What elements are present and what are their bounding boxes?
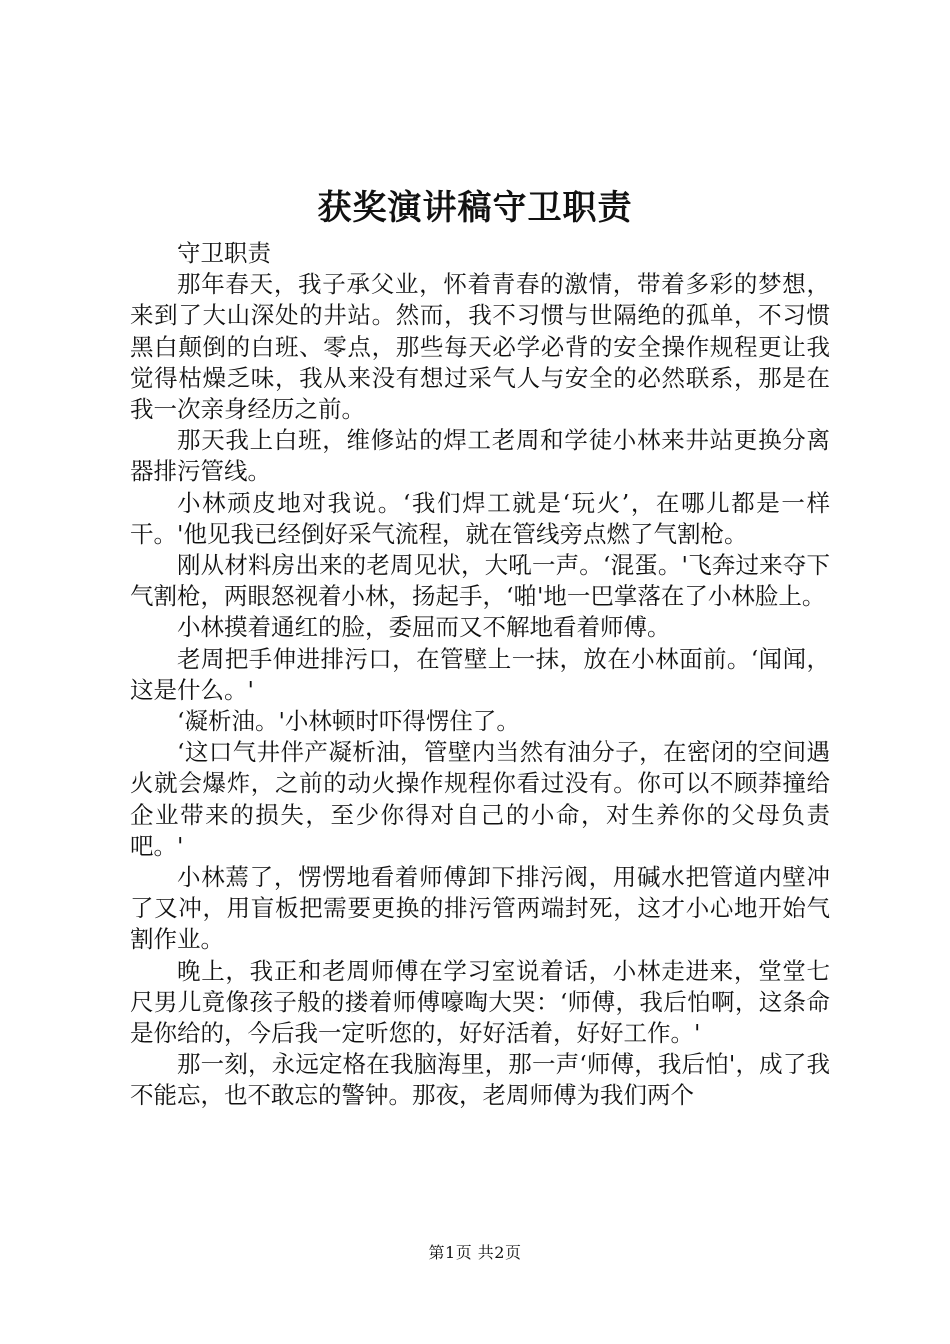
paragraph: 小林顽皮地对我说。‘我们焊工就是‘玩火’，在哪儿都是一样干。'他见我已经倒好采气流程，就在管线旁点燃了气割枪。 (130, 488, 830, 548)
paragraph: 刚从材料房出来的老周见状，大吼一声。‘混蛋。'飞奔过来夺下气割枪，两眼怒视着小林，扬起手，‘啪'地一巴掌落在了小林脸上。 (130, 551, 830, 611)
document-title: 获奖演讲稿守卫职责 (317, 188, 633, 228)
paragraph: 那年春天，我子承父业，怀着青春的激情，带着多彩的梦想，来到了大山深处的井站。然而，我不习惯与世隔绝的孤单，不习惯黑白颠倒的白班、零点，那些每天必学必背的安全操作规程更让我觉得枯燥乏味，我从来没有想过采气人与安全的必然联系，那是在我一次亲身经历之前。 (130, 270, 830, 424)
document-body (130, 238, 830, 1112)
paragraph: 老周把手伸进排污口，在管壁上一抹，放在小林面前。‘闻闻，这是什么。' (130, 644, 830, 704)
paragraph-subtitle: 守卫职责 (177, 239, 271, 267)
paragraph: 那一刻，永远定格在我脑海里，那一声‘师傅，我后怕'，成了我不能忘，也不敢忘的警钟。那夜，老周师傅为我们两个 (130, 1050, 830, 1110)
paragraph: 晚上，我正和老周师傅在学习室说着话，小林走进来，堂堂七尺男儿竟像孩子般的搂着师傅嚎啕大哭：‘师傅，我后怕啊，这条命是你给的，今后我一定听您的，好好活着，好好工作。' (130, 956, 830, 1048)
paragraph: ‘凝析油。'小林顿时吓得愣住了。 (177, 707, 520, 736)
page-number-footer: 第1页 共2页 (428, 1243, 522, 1262)
paragraph: 小林摸着通红的脸，委屈而又不解地看着师傅。 (177, 613, 671, 642)
paragraph: 那天我上白班，维修站的焊工老周和学徒小林来井站更换分离器排污管线。 (130, 426, 830, 486)
paragraph: 小林蔫了，愣愣地看着师傅卸下排污阀，用碱水把管道内壁冲了又冲，用盲板把需要更换的排污管两端封死，这才小心地开始气割作业。 (130, 863, 830, 954)
paragraph: ‘这口气井伴产凝析油，管壁内当然有油分子，在密闭的空间遇火就会爆炸，之前的动火操作规程你看过没有。你可以不顾莽撞给企业带来的损失，至少你得对自己的小命，对生养你的父母负责吧。' (130, 738, 830, 860)
